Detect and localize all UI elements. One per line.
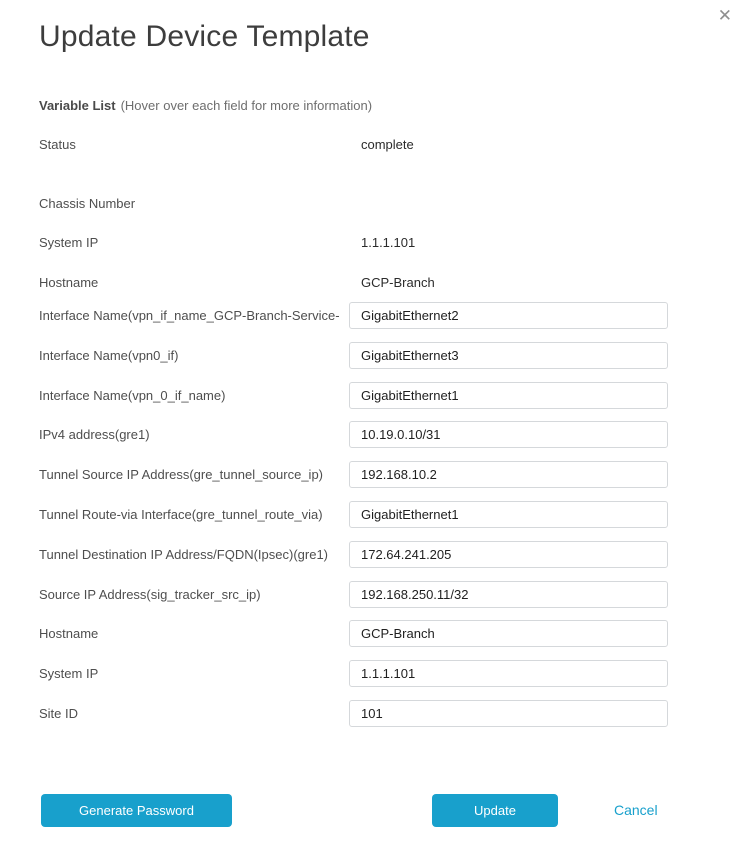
variable-list-heading: Variable List <box>39 98 116 113</box>
hostname-input-row <box>39 620 713 660</box>
tunnel-source-ip-row <box>39 461 713 501</box>
site-id-label: Site ID <box>39 705 79 721</box>
system-ip-row <box>39 223 713 263</box>
dialog-footer <box>39 794 713 827</box>
variable-list <box>39 125 713 740</box>
interface-name-vpn0-if-field[interactable] <box>349 342 668 369</box>
source-ip-address-label: Source IP Address(sig_tracker_src_ip) <box>39 586 261 602</box>
system-ip-value: 1.1.1.101 <box>361 235 416 251</box>
site-id-field[interactable] <box>349 700 668 727</box>
interface-name-vpn-0-if-name-field[interactable] <box>349 382 668 409</box>
variable-list-hint: (Hover over each field for more information) <box>120 98 373 113</box>
tunnel-route-via-interface-field[interactable] <box>349 501 668 528</box>
tunnel-route-via-interface-label: Tunnel Route-via Interface(gre_tunnel_route_via) <box>39 506 323 522</box>
interface-name-vpn0-if-label: Interface Name(vpn0_if) <box>39 347 179 363</box>
update-button[interactable]: Update <box>432 794 558 827</box>
ipv4-address-gre1-field[interactable] <box>349 421 668 448</box>
interface-name-vpn-if-name-row <box>39 302 713 342</box>
system-ip-field[interactable] <box>349 660 668 687</box>
variable-list-header <box>39 97 713 115</box>
chassis-number-label: Chassis Number <box>39 195 136 211</box>
hostname-value: GCP-Branch <box>361 274 435 290</box>
hostname-label: Hostname <box>39 274 99 290</box>
tunnel-source-ip-field[interactable] <box>349 461 668 488</box>
hostname-input-label: Hostname <box>39 626 99 642</box>
tunnel-destination-ip-label: Tunnel Destination IP Address/FQDN(Ipsec)(gre1) <box>39 546 329 562</box>
cancel-link[interactable]: Cancel <box>614 802 658 819</box>
interface-name-vpn-0-if-name-label: Interface Name(vpn_0_if_name) <box>39 387 226 403</box>
system-ip-input-row <box>39 660 713 700</box>
site-id-row <box>39 700 713 740</box>
ipv4-address-gre1-label: IPv4 address(gre1) <box>39 427 150 443</box>
tunnel-destination-ip-row <box>39 541 713 581</box>
close-icon[interactable]: ✕ <box>717 6 732 25</box>
interface-name-vpn-if-name-label: Interface Name(vpn_if_name_GCP-Branch-Service- <box>39 308 340 323</box>
system-ip-label: System IP <box>39 235 99 251</box>
status-value: complete <box>361 137 414 153</box>
system-ip-input-label: System IP <box>39 666 99 682</box>
interface-name-vpn0-if-row <box>39 342 713 382</box>
status-row <box>39 125 713 165</box>
interface-name-vpn-0-if-name-row <box>39 382 713 422</box>
tunnel-source-ip-label: Tunnel Source IP Address(gre_tunnel_source_ip) <box>39 467 324 483</box>
tunnel-destination-ip-field[interactable] <box>349 541 668 568</box>
status-label: Status <box>39 137 76 153</box>
chassis-number-row <box>39 184 713 224</box>
ipv4-address-gre1-row <box>39 421 713 461</box>
source-ip-address-field[interactable] <box>349 581 668 608</box>
tunnel-route-via-interface-row <box>39 501 713 541</box>
generate-password-button[interactable]: Generate Password <box>41 794 232 827</box>
dialog-title: Update Device Template <box>39 20 370 53</box>
source-ip-address-row <box>39 581 713 621</box>
hostname-field[interactable] <box>349 620 668 647</box>
hostname-row <box>39 263 713 303</box>
interface-name-vpn-if-name-field[interactable] <box>349 302 668 329</box>
